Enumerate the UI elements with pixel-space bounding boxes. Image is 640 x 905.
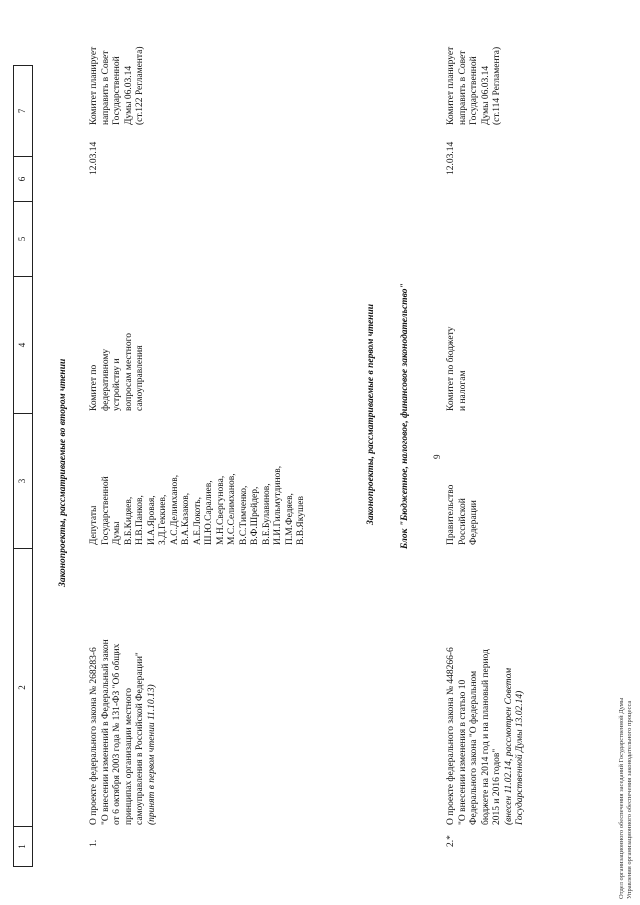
row-2-committee: Комитет по бюджету и налогам [446, 326, 468, 411]
column-header-3: 3 [14, 413, 32, 548]
row-1-number: 1. [89, 839, 99, 847]
row-2-title: О проекте федерального закона № 448266-6 "О внесении изменения в статью 10 Федерального закона "О федеральном бюджете на 2014 год и на плановый период 2015 и 2016 годов" [446, 647, 502, 825]
row-1-authors: Депутаты Государственной Думы В.Б.Кидяев, Н.В.Панков, И.А.Яровая, З.Д.Геккиев, А.С.Делимханов, В.А.Казаков, А.Е.Локоть, Ш.Ю.Саралиев, М.Н.Свергунова, М.С.Селимханов, В.С.Тимченко, В.Ф.Шрейдер, В.Е.Булавинов, И.И.Гильмутдинов, П.М.Федяев, В.В.Якушев [89, 465, 306, 545]
row-1-title-cell [89, 549, 158, 825]
row-1-committee: Комитет по федеративному устройству и вопросам местного самоуправления [89, 332, 145, 411]
column-header-1: 1 [14, 826, 32, 866]
row-2-number: 2.* [446, 835, 456, 847]
column-header-5: 5 [14, 201, 32, 276]
column-header-2: 2 [14, 548, 32, 826]
column-header-row [13, 65, 33, 867]
row-1-note: Комитет планирует направить в Совет Государственной Думы 06.03.14 (ст.122 Регламента) [89, 46, 145, 125]
column-header-6: 6 [14, 156, 32, 201]
column-header-4: 4 [14, 276, 32, 413]
row-1-title: О проекте федерального закона № 268283-6 "О внесении изменений в Федеральный закон от 6 октября 2003 года № 131-ФЗ "Об общих принципах организации местного самоуправления в Российской Федерации" [89, 639, 145, 825]
column-header-7: 7 [17, 108, 27, 114]
row-2-date: 12.03.14 [446, 141, 456, 175]
row-2-note: Комитет планирует направить в Совет Государственной Думы 06.03.14 (ст.114 Регламента) [446, 46, 502, 125]
row-1-title-note: (принят в первом чтении 11.10.13) [146, 684, 157, 825]
row-2-authors: Правительство Российской Федерации [446, 484, 479, 545]
section-heading-second-reading: Законопроекты, рассматриваемые во втором чтении [58, 358, 68, 587]
row-2-title-note: (внесен 11.02.14, рассмотрен Советом Государственной Думы 13.02.14) [503, 667, 525, 825]
block-title-budget: Блок "Бюджетное, налоговое, финансовое законодательство" [400, 283, 410, 549]
row-2-title-cell [446, 549, 527, 825]
page-footer: Отдел организационного обеспечения заседаний Государственной Думы Управления организационного обеспечения законодательного процесса [618, 697, 633, 899]
row-1-date: 12.03.14 [89, 141, 99, 175]
section-heading-first-reading: Законопроекты, рассматриваемые в первом чтении [366, 303, 376, 525]
page-number: 9 [432, 454, 442, 459]
